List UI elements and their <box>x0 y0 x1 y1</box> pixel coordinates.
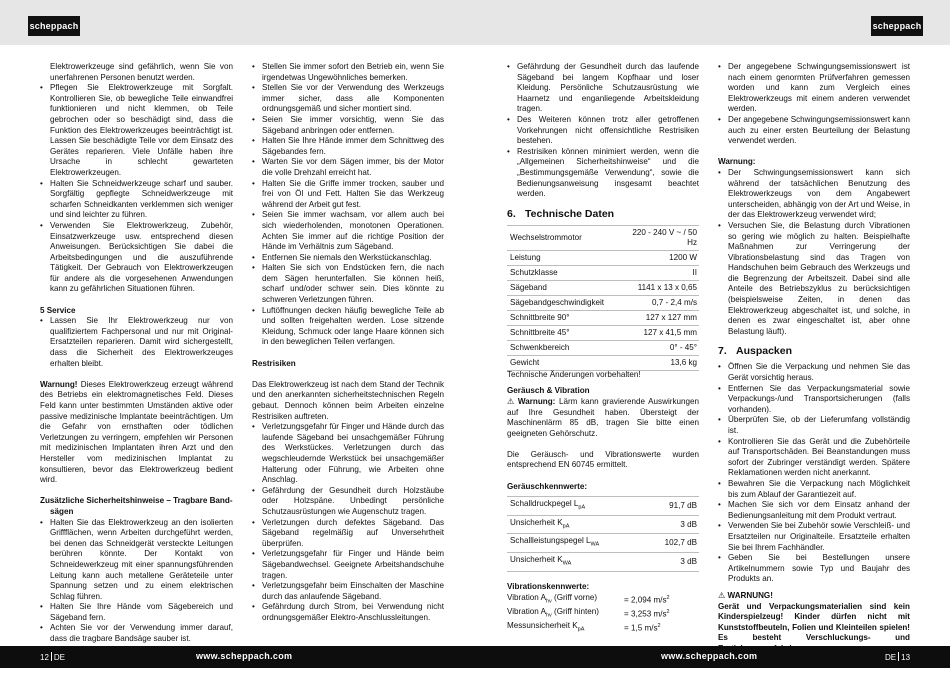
bullet-item: • Halten Sie Ihre Hände immer dem Schnittweg des Sägebandes fern. <box>252 136 444 157</box>
tech-value: II <box>629 265 699 280</box>
bullet-item: • Gefährdung der Gesundheit durch Holzstäube oder Holzspäne. Unbedingt persönliche Schutzausrüstungen wie Augenschutz tragen. <box>252 486 444 518</box>
bullet-item: • Geben Sie bei Bestellungen unsere Artikelnummern sowie Typ und Baujahr des Produkts an. <box>718 553 910 585</box>
tech-label: Wechselstrommotor <box>507 225 629 250</box>
vibration-title: Vibrationskennwerte: <box>507 582 590 592</box>
bullet-item: • Stellen Sie vor der Verwendung des Werkzeugs immer sicher, dass alle Komponenten ordnungsgemäß und sicher montiert sind. <box>252 83 444 115</box>
vibration-value <box>624 593 670 607</box>
page-language: DE <box>53 653 66 662</box>
tech-row <box>507 325 699 340</box>
bullet-continuation: Elektrowerkzeuge sind gefährlich, wenn Sie von unerfahrenen Personen benutzt werden. <box>50 62 233 82</box>
vibration-value <box>624 621 661 635</box>
tech-label: Schutzklasse <box>507 265 629 280</box>
final-warning-label: WARNUNG! <box>725 590 773 600</box>
tech-row <box>507 340 699 355</box>
bullet-item: • Verletzungsgefahr für Finger und Hände beim Sägebandwechsel. Geeignete Arbeitshandschuhe tragen. <box>252 549 444 581</box>
tech-label: Schnittbreite 45° <box>507 325 629 340</box>
bullet-item: • Versuchen Sie, die Belastung durch Vibrationen so gering wie möglich zu halten. Beispielhafte Maßnahmen zur Verringerung der Vibrationsbelastung sind das Tragen von Handschuhen beim Gebrauch des Werkzeugs und die Begrenzung der Arbeitszeit. Dabei sind alle Anteile des Betriebszyklus zu berücksichtigen (beispielsweise Zeiten, in denen das Elektrowerkzeug abgeschaltet ist, und solche, in denen es zwar eingeschaltet ist, aber ohne Belastung läuft). <box>718 221 910 338</box>
page-number-right <box>885 652 910 662</box>
tech-value: 127 x 127 mm <box>629 310 699 325</box>
tech-row <box>507 295 699 310</box>
noise-label-sub: pA <box>562 523 570 530</box>
warning-paragraph <box>40 380 233 486</box>
vibration-label-text: Vibration A <box>507 607 546 617</box>
tech-label: Sägeband <box>507 280 629 295</box>
noise-table-title: Geräuschkennwerte: <box>507 481 588 491</box>
noise-label-text: Unsicherheit K <box>510 555 563 565</box>
bullet-item: • Entfernen Sie niemals den Werkstückanschlag. <box>252 253 444 264</box>
bullet-item: • Halten Sie das Elektrowerkzeug an den isolierten Griffflächen, wenn Arbeiten durchgeführt werden, bei denen das Schneidgerät versteckte Leitungen berühren könnte. Der Kontakt von Schneidewerkzeug mit einer spannungsführenden Leitung kann auch metallene Geräteteile unter Spannung setzen und zu einem elektrischen Schlag führen. <box>40 518 233 603</box>
tech-label: Schnittbreite 90° <box>507 310 629 325</box>
bullet-item: • Der angegebene Schwingungsemissionswert ist nach einem genormten Prüfverfahren gemessen worden und kann zum Vergleich eines Elektrowerkzeugs mit einem anderen verwendet werden. <box>718 62 910 115</box>
noise-label-sub: WA <box>590 542 600 549</box>
vibration-value-sup: 2 <box>666 594 670 601</box>
tech-data-table <box>507 225 699 371</box>
tech-row <box>507 225 699 250</box>
noise-warning-paragraph <box>507 397 699 439</box>
vibration-row <box>507 621 699 635</box>
vibration-label <box>507 607 624 621</box>
section-number: 7. <box>718 345 727 358</box>
section-title: Technische Daten <box>525 207 615 220</box>
warning-text: Dieses Elektrowerkzeug erzeugt während des Betriebs ein elektromagnetisches Feld. Dieses Feld kann unter bestimmten Umständen aktive oder passive medizinische Implantate beeinträchtigen. Um die Gefahr von ernsthaften oder tödlichen Verletzungen zu verringern, empfehlen wir Personen mit medizinischen Implantaten ihren Arzt und den Hersteller vom medizinischen Implantat zu konsultieren, bevor das Elektrowerkzeug bedient wird. <box>40 379 233 485</box>
noise-label <box>507 534 644 553</box>
final-warning-text: Gerät und Verpackungsmaterialien sind kein Kinderspielzeug! Kinder dürfen nicht mit Kunststoffbeuteln, Folien und Kleinteilen spielen! Es besteht Verschluckungs- und <box>718 601 910 643</box>
bullet-item: • Öffnen Sie die Verpackung und nehmen Sie das Gerät vorsichtig heraus. <box>718 362 910 383</box>
noise-value: 102,7 dB <box>644 534 699 553</box>
page-language: DE <box>885 653 897 662</box>
vibration-label-suffix: (Griff vorne) <box>551 592 598 602</box>
tech-value: 220 - 240 V ~ / 50 Hz <box>629 225 699 250</box>
footer-band <box>0 646 950 668</box>
vibration-label-text: Messunsicherheit K <box>507 621 578 631</box>
tech-row <box>507 355 699 370</box>
bullet-item: • Achten Sie vor der Verwendung immer darauf, dass die tragbare Bandsäge sauber ist. <box>40 623 233 644</box>
section-title-service: 5 Service <box>40 305 76 315</box>
bullet-item: • Verletzungen durch defektes Sägeband. Das Sägeband regelmäßig auf Unversehrtheit überprüfen. <box>252 518 444 550</box>
restrisiken-intro: Das Elektrowerkzeug ist nach dem Stand der Technik und den anerkannten sicherheitstechnischen Regeln gebaut. Dennoch können beim Arbeiten einzelne Restrisiken auftreten. <box>252 379 444 421</box>
vibration-value-text: = 1,5 m/s <box>624 623 658 633</box>
noise-value: 3 dB <box>644 553 699 572</box>
column-1 <box>40 62 233 645</box>
tech-row <box>507 310 699 325</box>
noise-warning-text: Lärm kann gravierende Auswirkungen auf Ihre Gesundheit haben. Übersteigt der Maschinenlärm 85 dB, tragen Sie bitte einen geeigneten Gehörschutz. <box>507 396 699 438</box>
bullet-item: • Gefährdung der Gesundheit durch das laufende Sägeband bei langem Kopfhaar und loser Kleidung. Persönliche Schutzausrüstung wie Haarnetz und enganliegende Arbeitskleidung tragen. <box>507 62 699 115</box>
vibration-label-text: Vibration A <box>507 592 546 602</box>
tech-value: 1141 x 13 x 0,65 <box>629 280 699 295</box>
noise-label-text: Schallleistungspegel L <box>510 536 591 546</box>
page-number: 12 <box>40 653 49 662</box>
tech-value: 1200 W <box>629 250 699 265</box>
bullet-item: • Halten Sie Ihre Hände vom Sägebereich und Sägeband fern. <box>40 602 233 623</box>
column-2 <box>252 62 444 623</box>
noise-row <box>507 553 699 572</box>
noise-value: 91,7 dB <box>644 497 699 516</box>
noise-row <box>507 515 699 534</box>
bullet-item: • Luftöffnungen decken häufig bewegliche Teile ab und sollten freigehalten werden. Lose sitzende Kleidung, Schmuck oder lange Haare können sich in den beweglichen Teilen verfangen. <box>252 306 444 348</box>
bullet-item: • Überprüfen Sie, ob der Lieferumfang vollständig ist. <box>718 415 910 436</box>
bullet-item: • Halten Sie die Griffe immer trocken, sauber und frei von Öl und Fett. Halten Sie das Werkzeug während der Arbeit gut fest. <box>252 179 444 211</box>
header-band <box>0 0 950 45</box>
noise-value: 3 dB <box>644 515 699 534</box>
column-3 <box>507 62 699 635</box>
bullet-item: • Seien Sie immer vorsichtig, wenn Sie das Sägeband anbringen oder entfernen. <box>252 115 444 136</box>
bullet-item: • Kontrollieren Sie das Gerät und die Zubehörteile auf Transportschäden. Bei Beanstandungen muss sofort der Zubringer verständigt werden. Spätere Reklamationen werden nicht anerkannt. <box>718 437 910 479</box>
scheppach-logo-right: scheppach <box>871 16 923 36</box>
website-url-right[interactable]: www.scheppach.com <box>661 651 758 661</box>
section-title-extra-line1: Zusätzliche Sicherheitshinweise – Tragbare Band- <box>40 496 233 506</box>
tech-label: Leistung <box>507 250 629 265</box>
vibration-label-sub: hv <box>546 598 552 605</box>
tech-value: 13,6 kg <box>629 355 699 370</box>
bullet-item: • Verwenden Sie bei Zubehör sowie Verschleiß- und Ersatzteilen nur Originalteile. Ersatzteile erhalten Sie bei Ihrem Fachhändler. <box>718 521 910 553</box>
noise-label-sub: WA <box>562 560 572 567</box>
noise-row <box>507 497 699 516</box>
section-title-noise: Geräusch & Vibration <box>507 386 590 396</box>
noise-label <box>507 515 644 534</box>
tech-value: 0° - 45° <box>629 340 699 355</box>
column-4 <box>718 62 910 654</box>
bullet-item: • Der angegebene Schwingungsemissionswert kann auch zu einer ersten Beurteilung der Belastung verwendet werden. <box>718 115 910 147</box>
vibration-value-text: = 3,253 m/s <box>624 609 667 619</box>
tech-row <box>507 250 699 265</box>
bullet-item: • Restrisiken können minimiert werden, wenn die „Allgemeinen Sicherheitshinweise“ und die „Bestimmungsgemäße Verwendung“, sowie die Bedienungsanweisung insgesamt beachtet werden. <box>507 147 699 200</box>
vibration-value-sup: 2 <box>666 609 670 616</box>
section-title-extra <box>40 496 233 517</box>
tech-label: Sägebandgeschwindigkeit <box>507 295 629 310</box>
bullet-item: • Lassen Sie Ihr Elektrowerkzeug nur von qualifiziertem Fachpersonal und nur mit Original-Ersatzteilen reparieren. Damit wird sichergestellt, dass die Sicherheit des Elektrowerkzeuges erhalten bleibt. <box>40 316 233 369</box>
warning-title: Warnung: <box>718 157 756 167</box>
vibration-label <box>507 621 624 635</box>
section-number: 6. <box>507 207 516 220</box>
vibration-row <box>507 593 699 607</box>
vibration-label-suffix: (Griff hinten) <box>551 607 599 617</box>
noise-label-text: Schalldruckpegel L <box>510 499 579 509</box>
noise-label <box>507 553 644 572</box>
vibration-label-sub: pA <box>577 626 585 633</box>
bullet-item: • Halten Sie sich von Endstücken fern, die nach dem Sägen herunterfallen. Sie können heiß, scharf und/oder schwer sein. Dies könnte zu schweren Verletzungen führen. <box>252 263 444 305</box>
bullet-item: • Warten Sie vor dem Sägen immer, bis der Motor die volle Drehzahl erreicht hat. <box>252 157 444 178</box>
vibration-label <box>507 593 624 607</box>
bullet-item: • Verletzungsgefahr für Finger und Hände durch das laufende Sägeband bei unsachgemäßer Führung des Werkstückes. Verletzungen durch das wegschleudernde Werkstück bei unsachgemäßer Halterung oder Führung, wie Arbeiten ohne Anschlag. <box>252 422 444 486</box>
tech-row <box>507 265 699 280</box>
page-number: 13 <box>901 653 911 662</box>
vibration-value-text: = 2,094 m/s <box>624 595 667 605</box>
tech-value: 0,7 - 2,4 m/s <box>629 295 699 310</box>
section-title-extra-line2: sägen <box>50 506 74 516</box>
bullet-item: • Verletzungsgefahr beim Einschalten der Maschine durch das anlaufende Sägeband. <box>252 581 444 602</box>
vibration-list <box>507 593 699 636</box>
noise-label-text: Unsicherheit K <box>510 517 563 527</box>
bullet-item: • Entfernen Sie das Verpackungsmaterial sowie Verpackungs-/und Transportsicherungen (falls vorhanden). <box>718 384 910 416</box>
tech-label: Gewicht <box>507 355 629 370</box>
final-warning-heading <box>718 591 910 602</box>
noise-label-sub: pA <box>578 504 586 511</box>
section-title-restrisiken: Restrisiken <box>252 358 296 368</box>
tech-row <box>507 280 699 295</box>
bullet-item: • Gefährdung durch Strom, bei Verwendung nicht ordnungsgemäßer Elektro-Anschlussleitungen. <box>252 602 444 623</box>
warning-label: Warnung! <box>40 379 78 389</box>
tech-value: 127 x 41,5 mm <box>629 325 699 340</box>
bullet-item: • Der Schwingungsemissionswert kann sich während der tatsächlichen Benutzung des Elektrowerkzeugs von dem Angabewert unterscheiden, abhängig von der Art und Weise, in der das Elektrowerkzeug verwendet wird; <box>718 168 910 221</box>
noise-standard-paragraph: Die Geräusch- und Vibrationswerte wurden entsprechend EN 60745 ermittelt. <box>507 449 699 470</box>
page-number-left <box>40 652 65 662</box>
warning-triangle-icon: ⚠ <box>718 590 726 600</box>
section-title: Auspacken <box>736 345 793 358</box>
vibration-value-sup: 2 <box>657 623 661 630</box>
warning-triangle-icon: ⚠ <box>507 396 515 406</box>
bullet-item: • Des Weiteren können trotz aller getroffenen Vorkehrungen nicht offensichtliche Restrisiken bestehen. <box>507 115 699 147</box>
vibration-value <box>624 607 670 621</box>
bullet-item: • Stellen Sie immer sofort den Betrieb ein, wenn Sie irgendetwas Ungewöhnliches bemerken. <box>252 62 444 83</box>
tech-label: Schwenkbereich <box>507 340 629 355</box>
bullet-item: • Machen Sie sich vor dem Einsatz anhand der Bedienungsanleitung mit dem Produkt vertraut. <box>718 500 910 521</box>
noise-row <box>507 534 699 553</box>
section-heading-tech <box>507 208 699 221</box>
website-url-left[interactable]: www.scheppach.com <box>196 651 293 661</box>
bullet-item: • Pflegen Sie Elektrowerkzeuge mit Sorgfalt. Kontrollieren Sie, ob bewegliche Teile einwandfrei funktionieren und nicht klemmen, ob Teile gebrochen oder so beschädigt sind, dass die Funktion des Elektrowerkzeuges beeinträchtigt ist. Lassen Sie beschädigte Teile vor dem Einsatz des Gerätes reparieren. Viele Unfälle haben ihre Ursache in schlecht gewarteten Elektrowerkzeugen. <box>40 83 233 178</box>
vibration-row <box>507 607 699 621</box>
noise-table <box>507 496 699 571</box>
bullet-item: • Seien Sie immer wachsam, vor allem auch bei sich wiederholenden, monotonen Operationen. Achten Sie immer auf die richtige Position der Hände im Verhältnis zum Sägeband. <box>252 210 444 252</box>
tech-note: Technische Änderungen vorbehalten! <box>507 369 641 379</box>
vibration-label-sub: hv <box>546 612 552 619</box>
noise-label <box>507 497 644 516</box>
bullet-item: • Verwenden Sie Elektrowerkzeug, Zubehör, Einsatzwerkzeuge usw. entsprechend diesen Anweisungen. Berücksichtigen Sie dabei die Arbeitsbedingungen und die auszuführende Tätigkeit. Der Gebrauch von Elektrowerkzeugen für andere als die vorgesehenen Anwendungen kann zu gefährlichen Situationen führen. <box>40 221 233 295</box>
scheppach-logo-left: scheppach <box>28 16 80 36</box>
noise-warning-label: Warnung: <box>514 396 556 406</box>
section-heading-unpack <box>718 345 910 358</box>
bullet-item: • Halten Sie Schneidwerkzeuge scharf und sauber. Sorgfältig gepflegte Schneidwerkzeuge mit scharfen Schneidkanten verklemmen sich weniger und sind leichter zu führen. <box>40 179 233 221</box>
bullet-item: • Bewahren Sie die Verpackung nach Möglichkeit bis zum Ablauf der Garantiezeit auf. <box>718 479 910 500</box>
